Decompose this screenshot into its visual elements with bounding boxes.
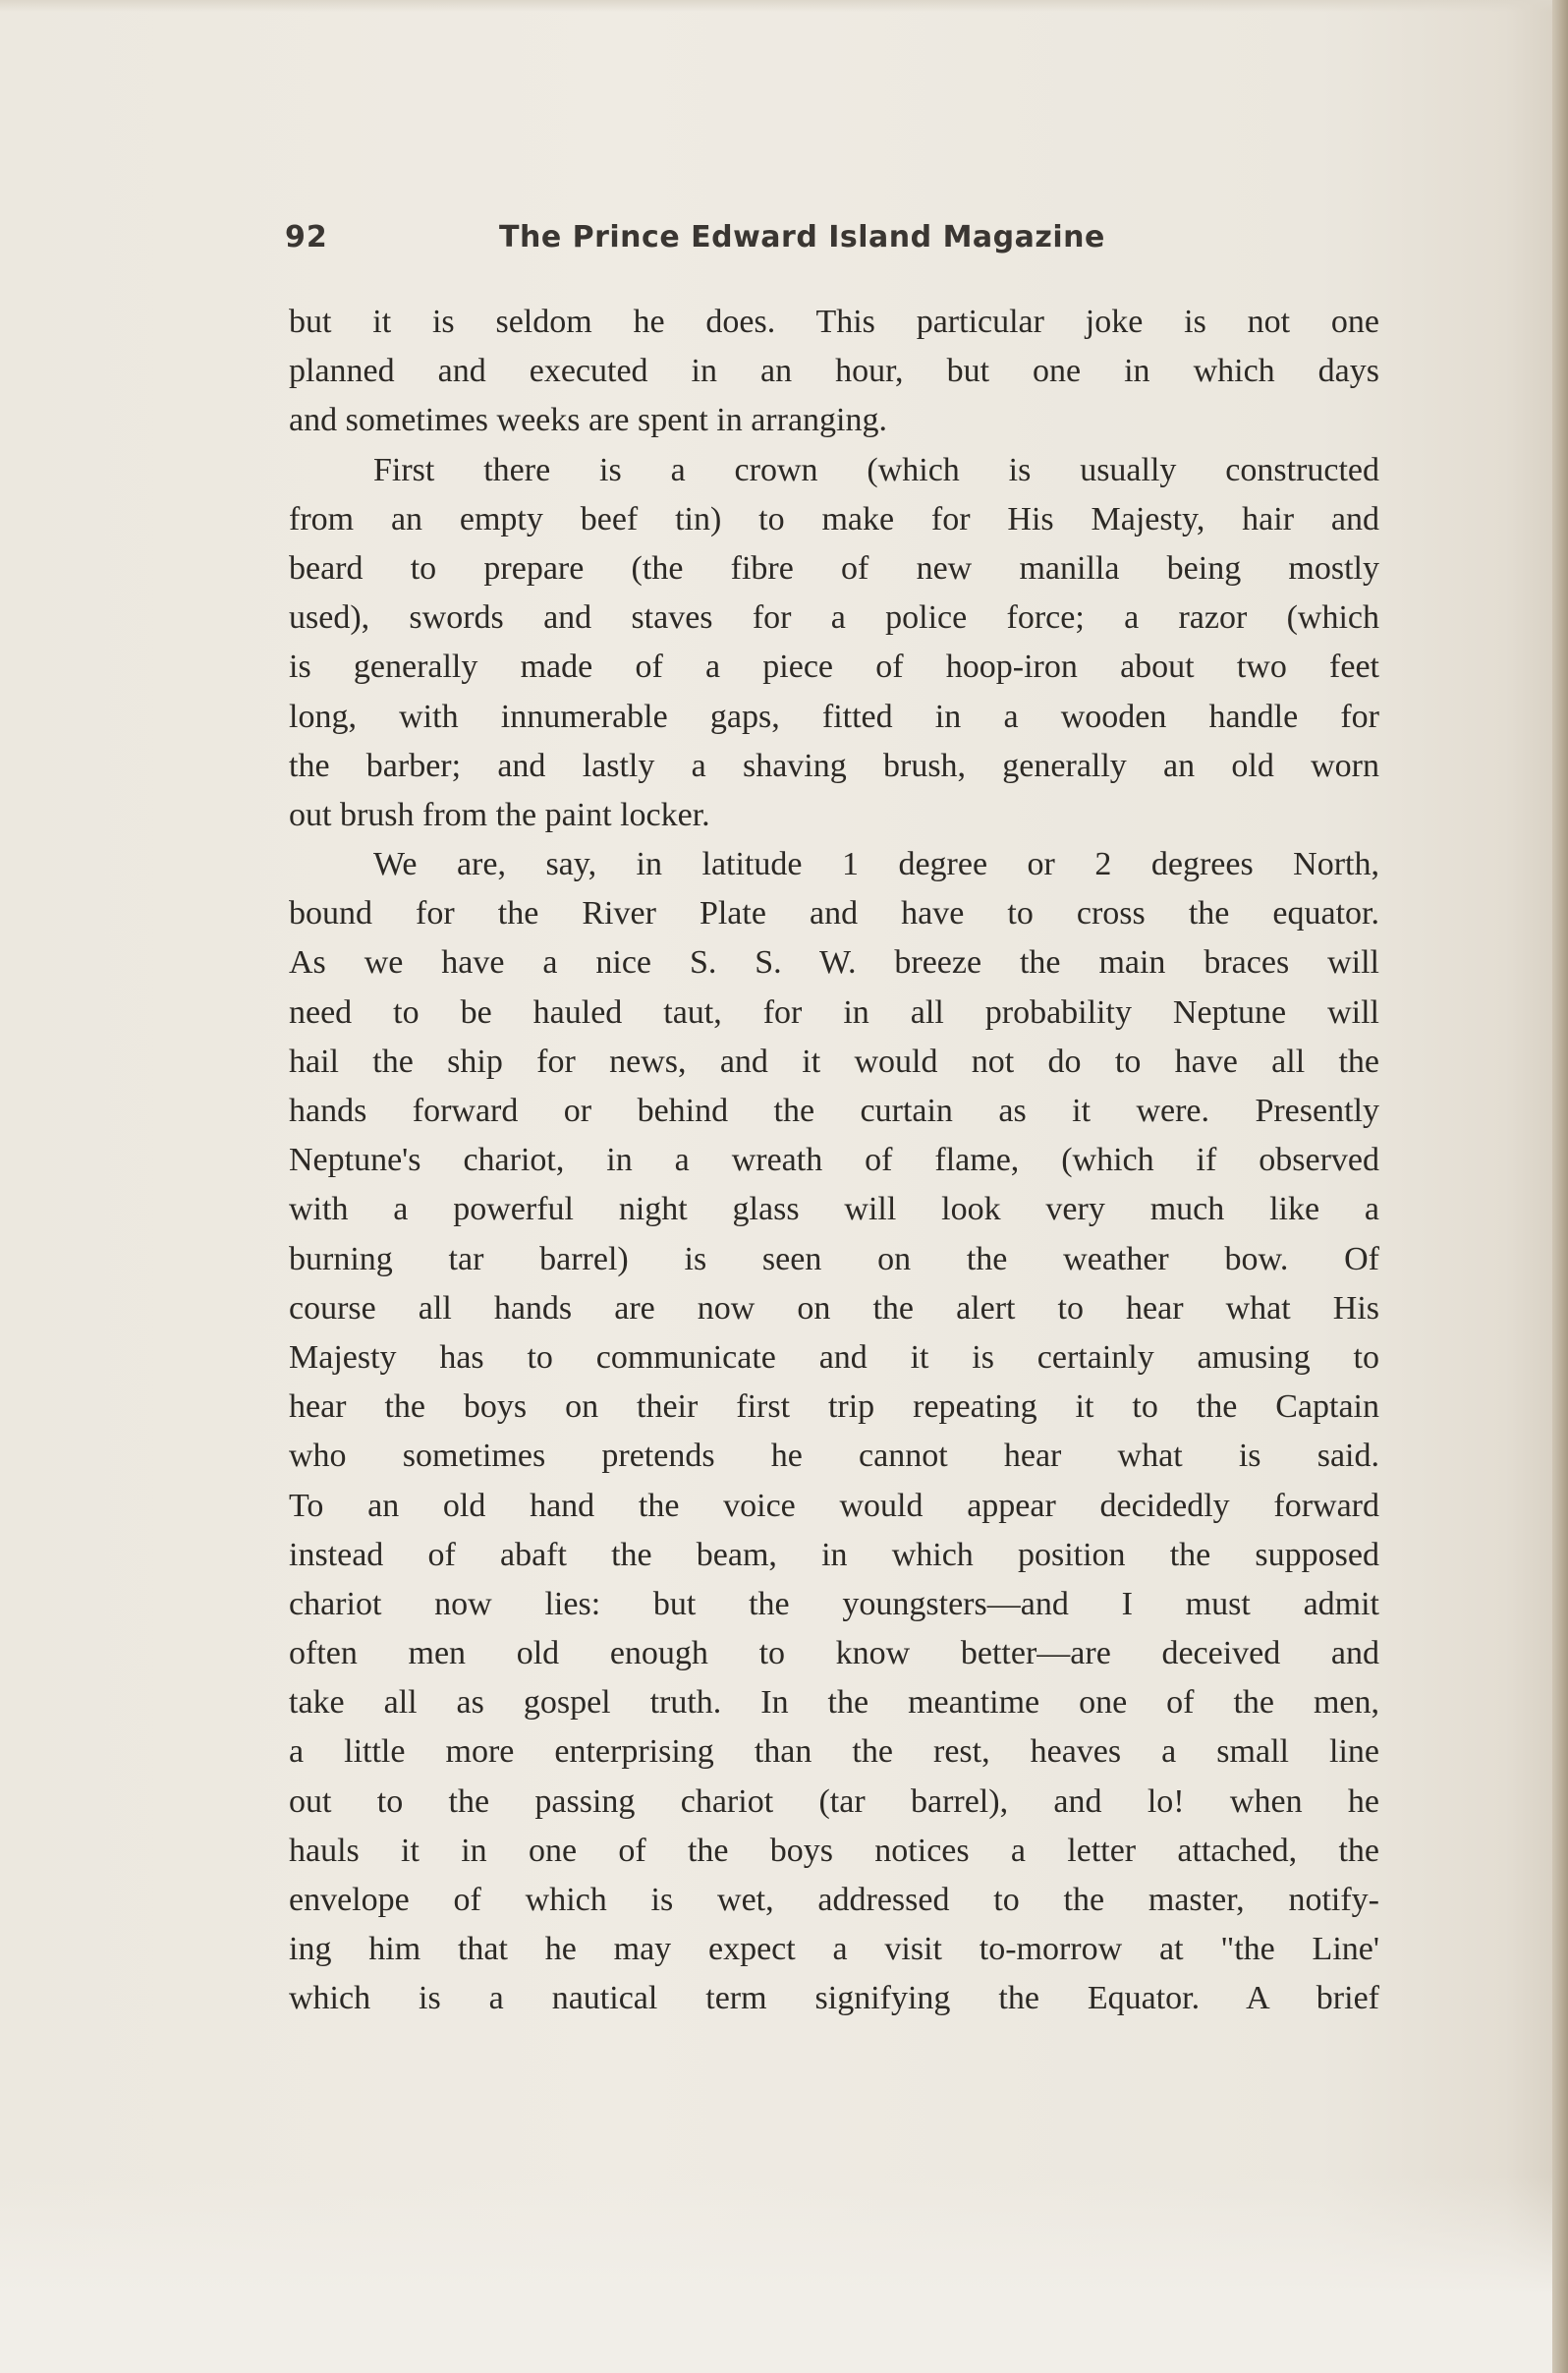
- text-line: hear the boys on their first trip repeating it to the Captain: [289, 1388, 1379, 1426]
- text-line: long, with innumerable gaps, fitted in a wooden handle for: [289, 698, 1379, 735]
- page-bottom-margin: [0, 2176, 1552, 2373]
- text-line: envelope of which is wet, addressed to the master, notify-: [289, 1882, 1379, 1918]
- text-line: To an old hand the voice would appear decidedly forward: [289, 1487, 1379, 1524]
- text-line: course all hands are now on the alert to hear what His: [289, 1289, 1379, 1327]
- text-line: which is a nautical term signifying the Equator. A brief: [289, 1980, 1379, 2017]
- text-line: hauls it in one of the boys notices a letter attached, the: [289, 1832, 1379, 1869]
- text-line: burning tar barrel) is seen on the weather bow. Of: [289, 1240, 1379, 1277]
- text-line: is generally made of a piece of hoop-iron about two feet: [289, 649, 1379, 686]
- text-line: from an empty beef tin) to make for His Majesty, hair and: [289, 500, 1379, 537]
- text-line: hands forward or behind the curtain as it were. Presently: [289, 1093, 1379, 1129]
- text-line: Neptune's chariot, in a wreath of flame, (which if observed: [289, 1142, 1379, 1179]
- text-line: used), swords and staves for a police force; a razor (which: [289, 599, 1379, 637]
- text-line: beard to prepare (the fibre of new manilla being mostly: [289, 549, 1379, 587]
- text-line: the barber; and lastly a shaving brush, generally an old worn: [289, 747, 1379, 784]
- running-title: The Prince Edward Island Magazine: [499, 220, 1105, 254]
- text-line: planned and executed in an hour, but one in which days: [289, 353, 1379, 390]
- text-line: Majesty has to communicate and it is certainly amusing to: [289, 1338, 1379, 1376]
- text-line: a little more enterprising than the rest, heaves a small line: [289, 1733, 1379, 1771]
- text-line: take all as gospel truth. In the meantime one of the men,: [289, 1684, 1379, 1722]
- text-line: ing him that he may expect a visit to-morrow at "the Line': [289, 1931, 1379, 1968]
- text-line: and sometimes weeks are spent in arranging.: [289, 402, 887, 439]
- text-line: need to be hauled taut, for in all probability Neptune will: [289, 993, 1379, 1031]
- text-line: bound for the River Plate and have to cross the equator.: [289, 895, 1379, 932]
- text-line: with a powerful night glass will look very much like a: [289, 1191, 1379, 1228]
- text-line: out brush from the paint locker.: [289, 796, 710, 833]
- text-line: First there is a crown (which is usually constructed: [373, 451, 1379, 488]
- page-top-shadow: [0, 0, 1552, 12]
- text-line: We are, say, in latitude 1 degree or 2 degrees North,: [373, 846, 1379, 883]
- page-number: 92: [285, 220, 328, 254]
- text-line: who sometimes pretends he cannot hear what is said.: [289, 1438, 1379, 1475]
- running-head: [285, 212, 1385, 267]
- text-line: hail the ship for news, and it would not do to have all the: [289, 1043, 1379, 1080]
- text-line: As we have a nice S. S. W. breeze the main braces will: [289, 944, 1379, 982]
- text-line: often men old enough to know better—are deceived and: [289, 1635, 1379, 1672]
- text-line: chariot now lies: but the youngsters—and I must admit: [289, 1585, 1379, 1622]
- page-edge: [1552, 0, 1568, 2373]
- text-line: instead of abaft the beam, in which position the supposed: [289, 1536, 1379, 1573]
- body-text: [289, 298, 1379, 2024]
- text-line: but it is seldom he does. This particular joke is not one: [289, 304, 1379, 340]
- text-line: out to the passing chariot (tar barrel), and lo! when he: [289, 1782, 1379, 1820]
